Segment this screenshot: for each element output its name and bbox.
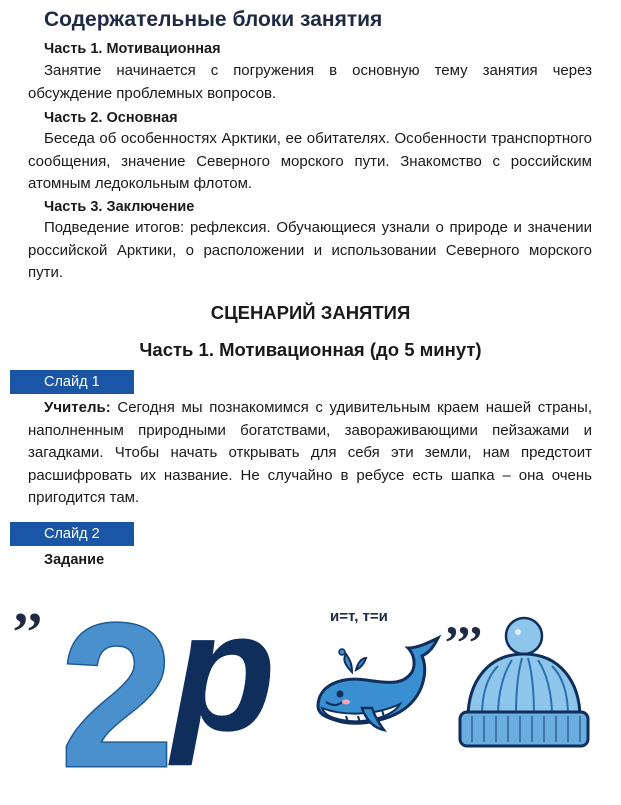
part-2-title: Часть 2. Основная (44, 110, 178, 126)
whale-icon (318, 638, 438, 730)
rebus-letter: р (172, 577, 276, 767)
rebus-left-commas: ,, (14, 573, 42, 635)
teacher-label: Учитель: (44, 399, 111, 416)
slide-1-text (28, 397, 592, 510)
slide-1-body: Сегодня мы познакомимся с удивительным краем нашей страны, наполненным природными богатствами, завораживающими пейзажами и загадками. Чтобы начать открывать для себя эти земли, нам предстоит расшифровать их название. Не случайно в ребусе есть шапка – она очень пригодится там. (28, 399, 593, 506)
part-1-text: Занятие начинается с погружения в основную тему занятия через обсуждение проблемных вопросов. (28, 62, 592, 102)
part-3-text: Подведение итогов: рефлексия. Обучающиеся узнали о природе и значении российской Арктики, о расположении и использовании Северного морского пути. (28, 219, 592, 281)
rebus-right-commas: ,,, (446, 592, 482, 645)
task-label: Задание (44, 552, 105, 568)
rebus-hint: и=т, т=и (330, 608, 388, 625)
scenario-part-title: Часть 1. Мотивационная (до 5 минут) (139, 339, 482, 360)
section-heading: Содержательные блоки занятия (44, 8, 383, 31)
rebus-picture (0, 570, 621, 805)
slide-2-label: Слайд 2 (10, 522, 134, 546)
rebus-number: 2 (60, 581, 175, 805)
slide-1-label: Слайд 1 (10, 370, 134, 394)
part-1-title: Часть 1. Мотивационная (44, 41, 221, 57)
scenario-title: СЦЕНАРИЙ ЗАНЯТИЯ (210, 302, 411, 323)
part-3-title: Часть 3. Заключение (44, 199, 195, 215)
part-2-text: Беседа об особенностях Арктики, ее обитателях. Особенности транспортного сообщения, значение Северного морского пути. Знакомство с российским атомным ледокольным флотом. (28, 130, 592, 192)
